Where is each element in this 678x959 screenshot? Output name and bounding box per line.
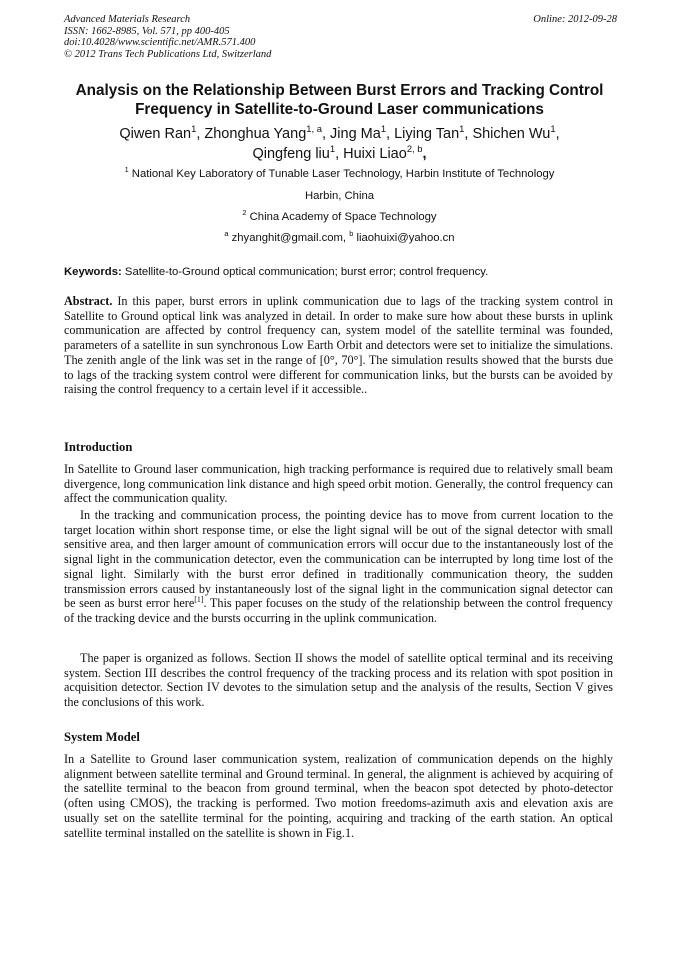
affiliation-mark: 2 — [242, 208, 247, 218]
online-date: Online: 2012-09-28 — [533, 14, 617, 25]
author-list — [48, 124, 631, 164]
author-affiliation-mark: 2, b — [406, 143, 423, 155]
keywords-label: Keywords: — [64, 266, 122, 278]
abstract-label: Abstract. — [64, 294, 113, 308]
system-model-paragraph-1: In a Satellite to Ground laser communication system, realization of communication depends on the highly alignment between satellite terminal and Ground terminal. In general, the alignment is achieved by acquiring of the satellite terminal to the beacon from ground terminal, when the beacon spot detected by photo-detector (often using CMOS), the tracking is performed. Two motion freedoms-azimuth axis and elevation axis are usually set on the satellite terminal for the pointing, acquiring and tracking of the earth station. An optical satellite terminal installed on the satellite is shown in Fig.1. — [64, 752, 613, 840]
intro-paragraph-1: In Satellite to Ground laser communication, high tracking performance is required due to relatively small beam divergence, long communication link distance and high speed orbit motion. Generally, the control frequency can affect the communication quality. — [64, 462, 613, 506]
intro-paragraph-2 — [64, 508, 613, 626]
intro-paragraph-2-end: . This paper focuses on the study of the relationship between the control frequency of the tracking device and the bursts occurring in the uplink communication. — [64, 596, 613, 625]
keywords — [64, 266, 617, 278]
abstract — [64, 294, 613, 397]
affiliation-text: China Academy of Space Technology — [249, 211, 437, 223]
authors-line-1: Qiwen Ran$^1$, Zhonghua Yang$^{1, a}$, Jing Ma$^1$, Liying Tan$^1$, Shichen Wu$^1$, — [119, 123, 560, 142]
author-affiliation-mark: 1 — [550, 123, 556, 135]
affiliation-1 — [48, 165, 631, 180]
author-name: Shichen Wu — [472, 126, 551, 142]
author-name: Liying Tan — [394, 126, 460, 142]
author-affiliation-mark: 1, a — [306, 123, 322, 135]
email-line — [48, 229, 631, 244]
authors-line-2: Qingfeng liu$^1$, Huixi Liao$^{2, b}$, — [252, 143, 427, 162]
affiliation-2 — [48, 208, 631, 223]
abstract-text: In this paper, burst errors in uplink communication due to lags of the tracking system control in Satellite to Ground optical link was analyzed in detail. In order to make sure how about these bursts in uplink communication are affected by control frequency can, system model of the satellite terminal was founded, parameters of a satellite in sun synchronous Low Earth Orbit and detectors were set to initialize the simulations. The zenith angle of the link was set in the range of [0°, 70°]. The simulation results showed that the bursts due to lags of the tracking system control were different for communication links, but the bursts can be avoided by raising the control frequency to a certain level if it accessible.. — [64, 294, 613, 397]
author-name: Jing Ma — [330, 126, 381, 142]
affiliation-mark: 1 — [124, 165, 129, 175]
intro-paragraph-3: The paper is organized as follows. Section II shows the model of satellite optical terminal and its receiving system. Section III describes the control frequency of the tracking process and its relation with spot position in acquisition detector. Section IV devotes to the simulation setup and the analysis of the results, Section V gives the conclusions of this work. — [64, 651, 613, 710]
author-name: Zhonghua Yang — [204, 126, 307, 142]
email-link[interactable]: zhyanghit@gmail.com, — [231, 232, 347, 244]
affiliation-text: National Key Laboratory of Tunable Laser Technology, Harbin Institute of Technology — [131, 168, 555, 180]
author-name: Qiwen Ran — [119, 126, 192, 142]
email-link[interactable]: liaohuixi@yahoo.cn — [356, 232, 455, 244]
paper-title — [48, 82, 631, 119]
author-affiliation-mark: 1 — [329, 143, 336, 155]
author-affiliation-mark: 1 — [380, 123, 387, 135]
copyright: © 2012 Trans Tech Publications Ltd, Switzerland — [64, 48, 272, 60]
section-heading-system-model: System Model — [64, 730, 140, 744]
title-line-2: Frequency in Satellite-to-Ground Laser communications — [135, 100, 544, 118]
journal-header — [64, 14, 617, 60]
section-heading-introduction: Introduction — [64, 440, 133, 454]
author-affiliation-mark: 1 — [459, 123, 465, 135]
email-mark: a — [224, 229, 229, 239]
title-line-1: Analysis on the Relationship Between Burst Errors and Tracking Control — [75, 82, 604, 99]
email-mark: b — [349, 229, 354, 239]
author-name: Qingfeng liu — [252, 146, 330, 162]
issn: ISSN: 1662-8985, Vol. 571, pp 400-405 — [64, 25, 230, 37]
citation-ref[interactable]: [1] — [194, 595, 204, 605]
doi: doi:10.4028/www.scientific.net/AMR.571.400 — [64, 37, 256, 48]
journal-name: Advanced Materials Research — [64, 14, 191, 25]
affiliation-1-city: Harbin, China — [304, 190, 375, 202]
author-name: Huixi Liao — [343, 146, 407, 162]
author-affiliation-mark: 1 — [191, 123, 197, 135]
keywords-text: Satellite-to-Ground optical communication; burst error; control frequency. — [124, 266, 489, 278]
intro-paragraph-2-text: In the tracking and communication process, the pointing device has to move from current location to the target location within short response time, or else the light signal will be out of the signal detector with small sensitive area, and then larger amount of communication errors will occur due to the instantaneously lost of the signal light in the communication detector, even the communication can be interrupted by long time lost of the signal light. Similarly with the burst error defined in traditionally communication theory, the sudden transmission errors caused by instantaneously lost of the signal light in the communication signal detector can be seen as burst error here — [64, 508, 613, 611]
